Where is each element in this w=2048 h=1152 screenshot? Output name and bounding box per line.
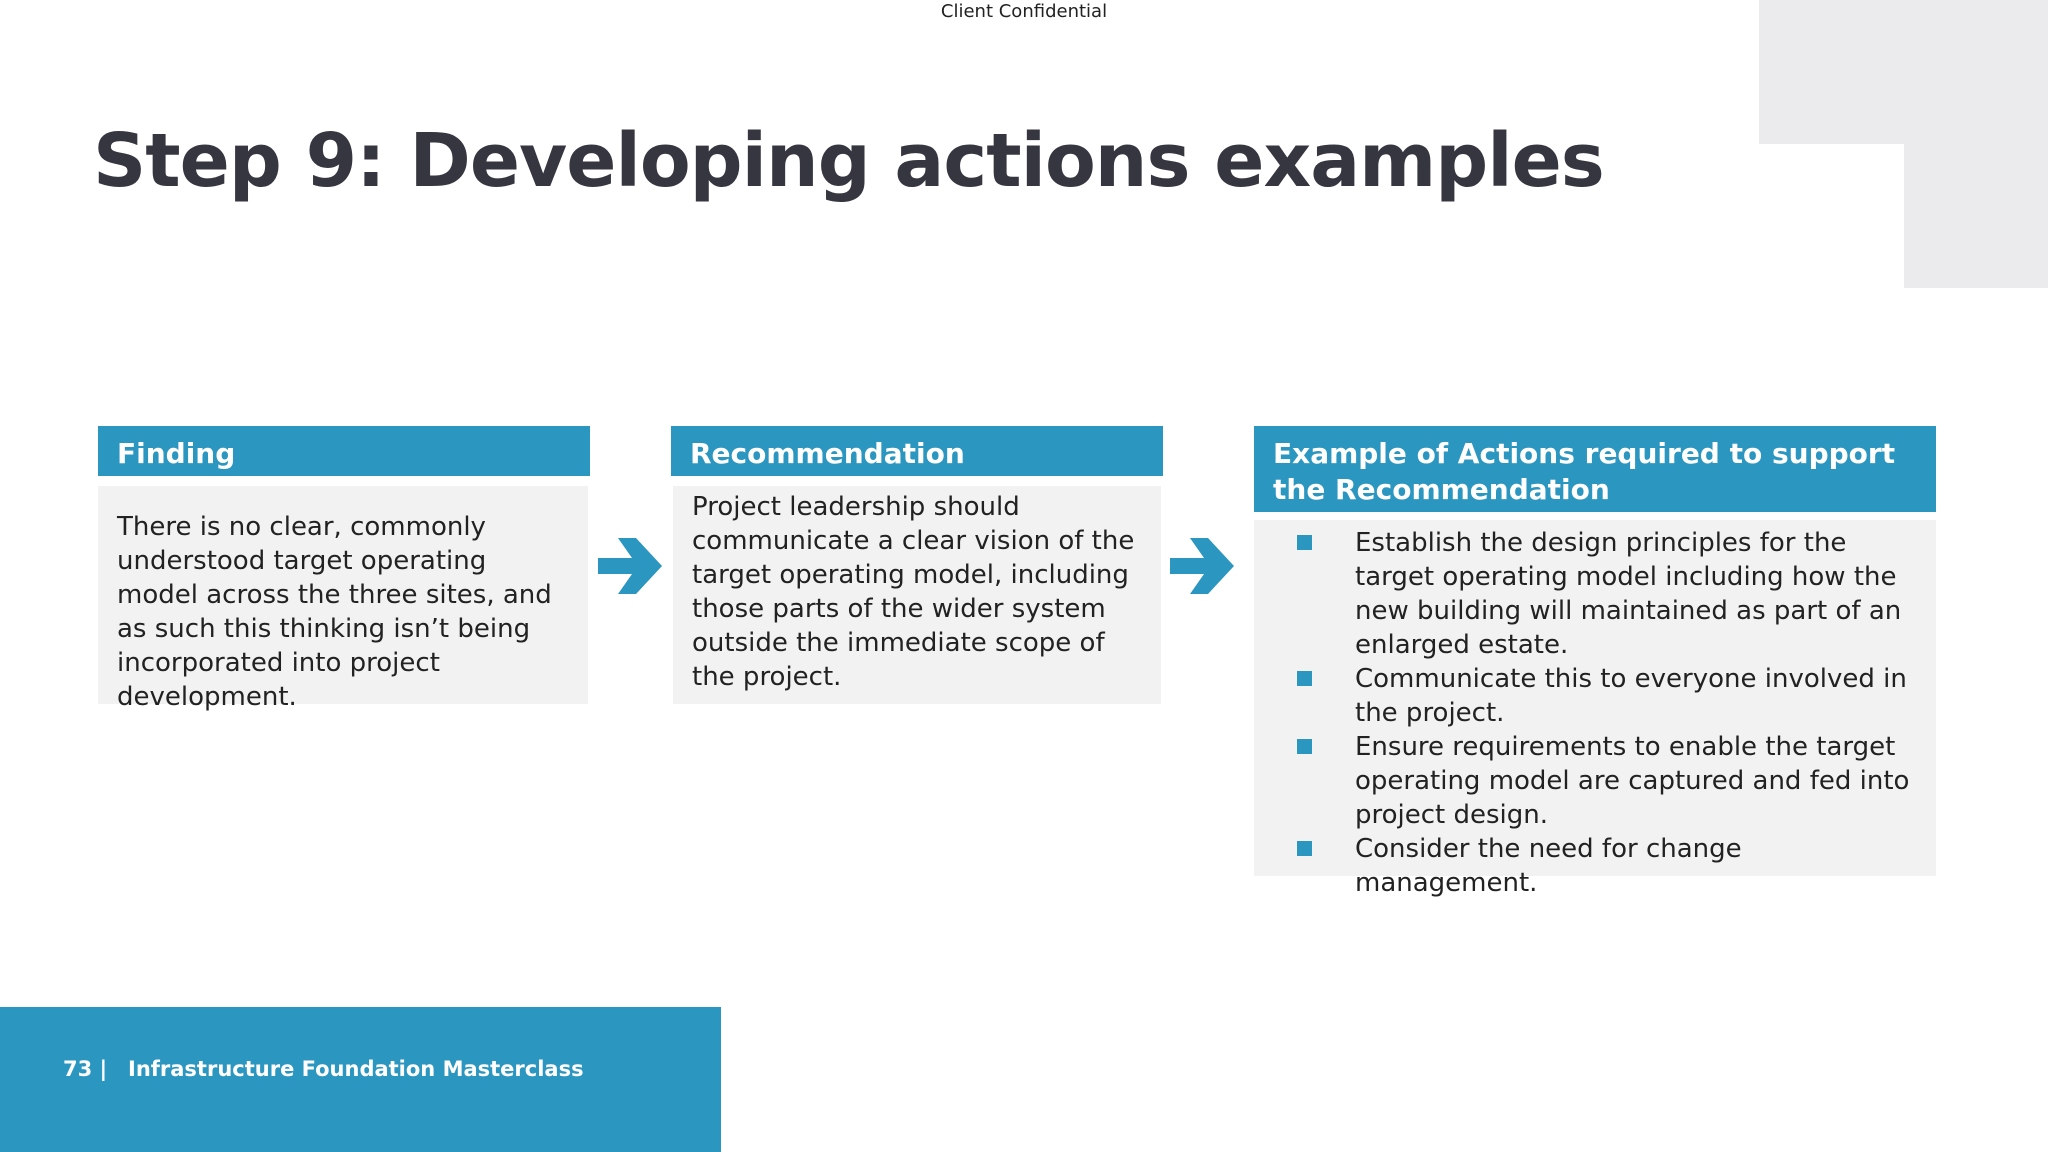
- page-title: Step 9: Developing actions examples: [93, 118, 1604, 204]
- square-bullet-icon: [1297, 841, 1312, 856]
- actions-body: [1254, 520, 1936, 898]
- action-item-text: Consider the need for change management.: [1355, 834, 1742, 898]
- actions-list: [1273, 526, 1917, 900]
- recommendation-text: Project leadership should communicate a clear vision of the target operating model, including those parts of the wider system outside the immediate scope of the project.: [673, 486, 1161, 704]
- square-bullet-icon: [1297, 671, 1312, 686]
- square-bullet-icon: [1297, 535, 1312, 550]
- list-item: [1273, 730, 1917, 832]
- list-item: [1273, 526, 1917, 662]
- footer-title: Infrastructure Foundation Masterclass: [128, 1057, 584, 1081]
- square-bullet-icon: [1297, 739, 1312, 754]
- action-item-text: Establish the design principles for the target operating model including how the new building will maintained as part of an enlarged estate.: [1355, 528, 1902, 660]
- actions-heading: Example of Actions required to support the Recommendation: [1254, 426, 1936, 512]
- list-item: [1273, 662, 1917, 730]
- page-number: 73 |: [63, 1057, 108, 1081]
- decorative-block-side: [1904, 144, 2048, 288]
- finding-text: There is no clear, commonly understood target operating model across the three sites, and as such this thinking isn’t being incorporated into project development.: [98, 486, 588, 704]
- action-item-text: Communicate this to everyone involved in the project.: [1355, 664, 1907, 728]
- list-item: [1273, 832, 1917, 900]
- arrow-right-icon: [1170, 538, 1234, 594]
- recommendation-heading: Recommendation: [671, 426, 1163, 476]
- action-item-text: Ensure requirements to enable the target operating model are captured and fed into project design.: [1355, 732, 1910, 830]
- confidential-label: Client Confidential: [940, 1, 1108, 22]
- arrow-right-icon: [598, 538, 662, 594]
- finding-heading: Finding: [98, 426, 590, 476]
